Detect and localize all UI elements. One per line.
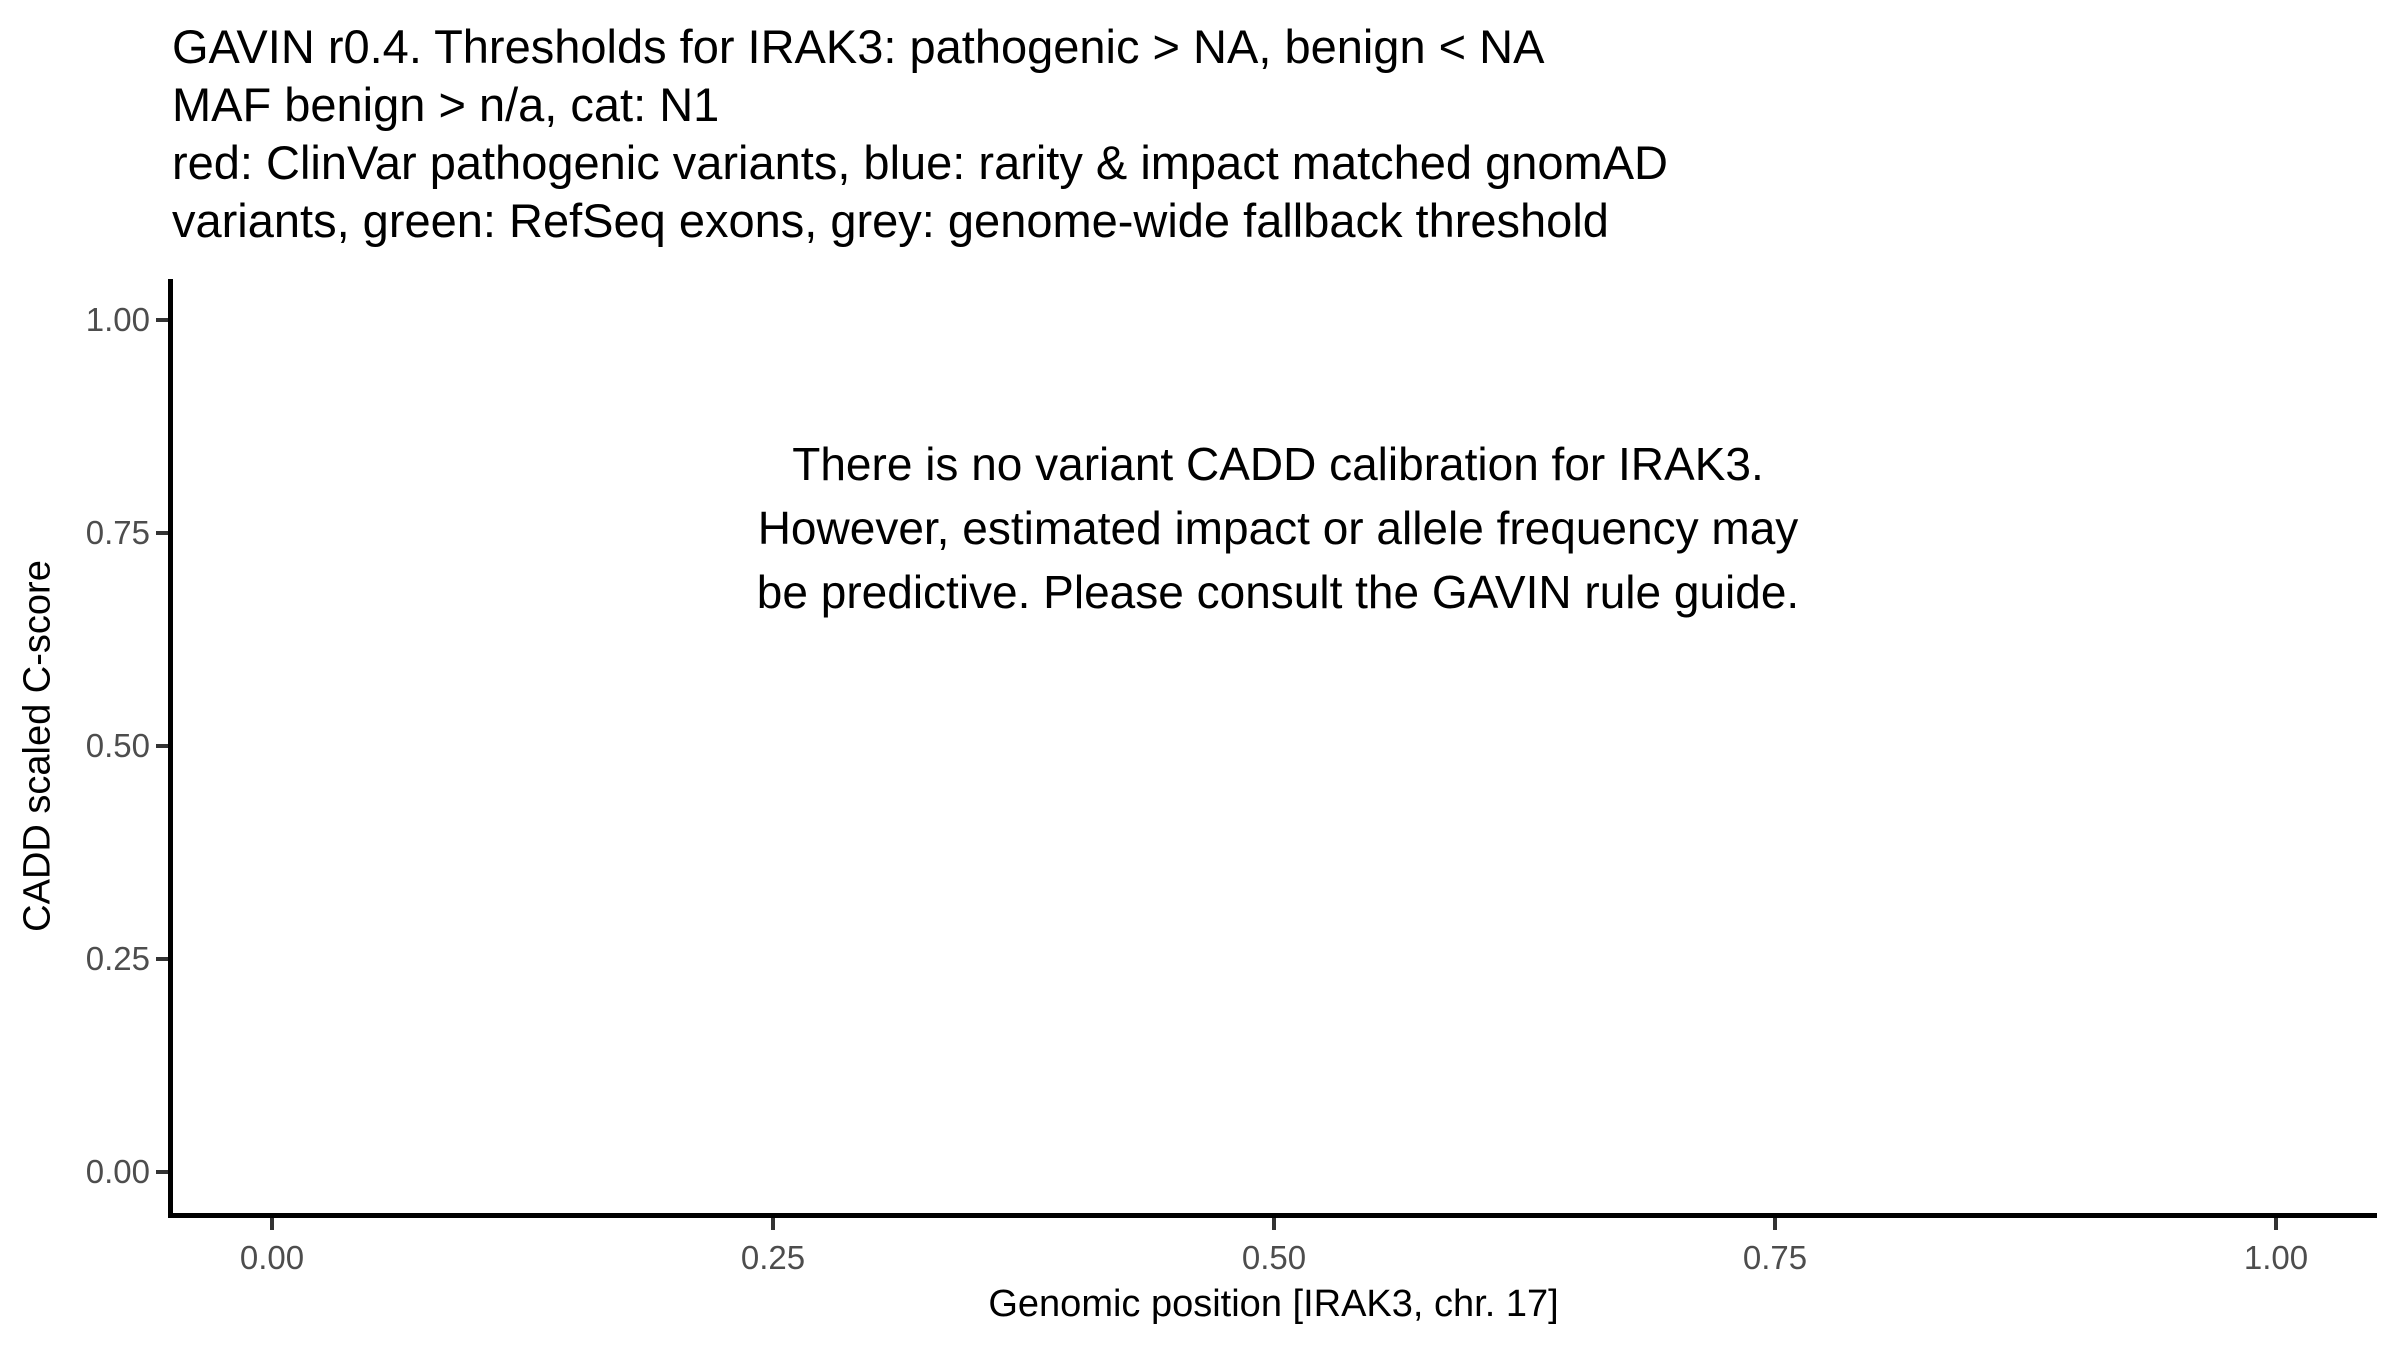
x-tick-label-0.75: 0.75 — [1742, 1239, 1808, 1276]
x-tick-label-1.00: 1.00 — [2243, 1239, 2309, 1276]
y-tick-mark-0.75 — [156, 531, 168, 535]
x-tick-label-0.25: 0.25 — [740, 1239, 806, 1276]
y-tick-mark-0.50 — [156, 744, 168, 748]
panel-annotation — [757, 432, 1799, 624]
y-tick-label-1.00: 1.00 — [85, 301, 150, 338]
plot-title-line-4: variants, green: RefSeq exons, grey: genome-wide fallback threshold — [172, 194, 1609, 247]
plot-title-line-2: MAF benign > n/a, cat: N1 — [172, 78, 720, 131]
panel-annotation-line-1: There is no variant CADD calibration for IRAK3. — [792, 438, 1764, 490]
y-tick-label-0.25: 0.25 — [85, 940, 150, 977]
panel-annotation-line-2: However, estimated impact or allele frequency may — [757, 502, 1799, 554]
plot-title-line-1: GAVIN r0.4. Thresholds for IRAK3: pathogenic > NA, benign < NA — [172, 20, 1545, 73]
y-tick-label-0.50: 0.50 — [85, 727, 150, 764]
y-tick-mark-0.25 — [156, 957, 168, 961]
y-tick-mark-1.00 — [156, 318, 168, 322]
x-tick-label-0.50: 0.50 — [1241, 1239, 1307, 1276]
x-tick-mark-0.00 — [270, 1218, 274, 1230]
plot-title — [172, 18, 1668, 250]
y-axis-line — [168, 279, 173, 1218]
x-tick-mark-1.00 — [2274, 1218, 2278, 1230]
x-tick-label-0.00: 0.00 — [239, 1239, 305, 1276]
x-axis-title: Genomic position [IRAK3, chr. 17] — [988, 1283, 1559, 1325]
y-tick-label-0.00: 0.00 — [85, 1153, 150, 1190]
y-axis-title: CADD scaled C-score — [16, 560, 59, 932]
x-tick-mark-0.75 — [1773, 1218, 1777, 1230]
y-tick-mark-0.00 — [156, 1170, 168, 1174]
x-tick-mark-0.25 — [771, 1218, 775, 1230]
panel-annotation-line-3: be predictive. Please consult the GAVIN rule guide. — [756, 566, 1800, 618]
plot-title-line-3: red: ClinVar pathogenic variants, blue: rarity & impact matched gnomAD — [172, 136, 1668, 189]
x-tick-mark-0.50 — [1272, 1218, 1276, 1230]
y-tick-label-0.75: 0.75 — [85, 514, 150, 551]
